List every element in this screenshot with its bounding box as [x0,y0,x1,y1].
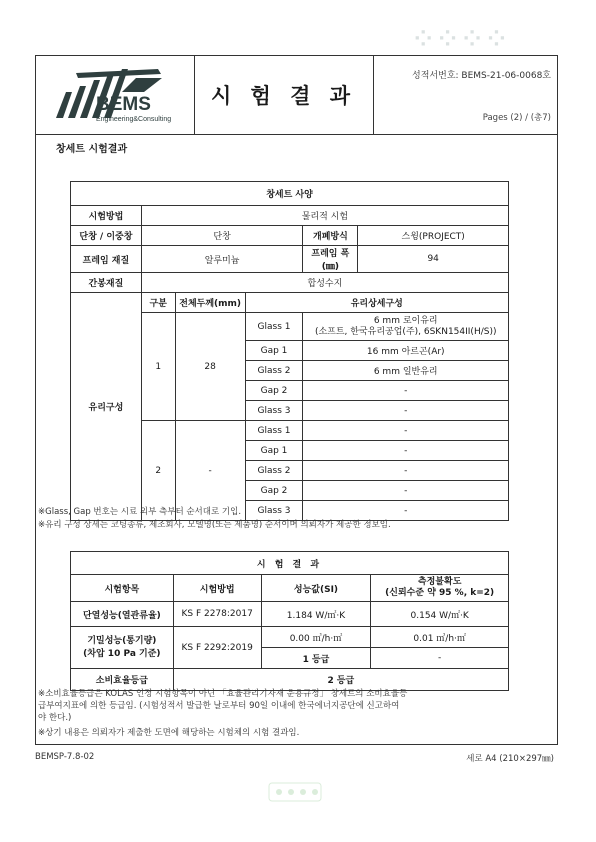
watermark-stamp [265,777,325,807]
unit1-detail: 6 mm 일반유리 [303,361,509,381]
page-title: 시 험 결 과 [194,56,374,134]
page-count: Pages (2) / (총7) [482,113,551,123]
row-airtight-grade: 1 등급 [261,648,371,669]
value-glazing-type: 단창 [141,226,303,246]
seal-stamp [412,18,530,52]
logo-text: BEMS [96,94,151,115]
unit2-detail: - [303,481,509,501]
col-div: 구분 [141,293,175,313]
results-table [70,551,509,691]
row-airtight-item-line2: (차압 10 Pa 기준) [83,648,161,659]
row-thermal-uncertainty: 0.154 W/㎡·K [371,602,509,627]
unit1-detail [303,313,509,341]
value-test-method: 물리적 시험 [141,206,508,226]
unit2-thickness: - [175,421,245,521]
unit1-detail-line2: (소프트, 한국유리공업(주), 6SKN154II(H/S)) [314,326,497,337]
paper-size: 세로 A4 (210×297㎜) [466,754,554,764]
results-note-1: ※소비효율등급은 KOLAS 인정 시험항목이 아닌 「효율관리기자재 운용규정」 창세트의 소비효율등 [38,689,408,699]
label-test-method: 시험방법 [71,206,142,226]
svg-text:⁘⁘⁘⁘: ⁘⁘⁘⁘ [414,27,512,52]
company-logo [36,56,195,134]
results-note-3: 야 한다.) [38,713,72,723]
col-thickness: 전체두께(mm) [175,293,245,313]
col-uncertainty-line2: (신뢰수준 약 95 %, k=2) [385,588,495,598]
unit1-detail-line1: 6 mm 로이유리 [373,315,438,326]
value-frame-width: 94 [358,246,509,273]
row-efficiency-value: 2 등급 [173,669,508,691]
label-opening: 개폐방식 [303,226,358,246]
row-thermal-value: 1.184 W/㎡·K [261,602,371,627]
value-frame-material: 알루미늄 [141,246,303,273]
col-item: 시험항목 [71,575,174,602]
spec-note-2: ※유리 구성 상세는 코팅종류, 제조회사, 모델명(또는 제품명) 순서이며 의뢰자가 제공한 정보임. [38,520,391,530]
row-airtight-grade-uncertainty: - [371,648,509,669]
row-airtight-item [71,627,174,669]
results-note-2: 급부여지표에 의한 등급임. (시험성적서 발급한 날로부터 90일 이내에 한국에너지공단에 신고하여 [38,701,400,711]
logo-subtitle: Engineering&Consulting [96,116,172,123]
unit1-layer: Glass 1 [245,313,303,341]
label-frame-material: 프레임 재질 [71,246,142,273]
row-airtight-value: 0.00 ㎥/h·㎡ [261,627,371,648]
col-detail: 유리상세구성 [245,293,508,313]
unit1-layer: Gap 2 [245,381,303,401]
unit2-detail: - [303,421,509,441]
col-method: 시험방법 [173,575,261,602]
unit1-detail: - [303,381,509,401]
row-airtight-uncertainty: 0.01 ㎥/h·㎡ [371,627,509,648]
spec-caption: 창세트 사양 [71,182,509,206]
unit2-layer: Gap 2 [245,481,303,501]
spec-note-1: ※Glass, Gap 번호는 시료 외부 측부터 순서대로 기입. [38,507,242,517]
label-frame-width: 프레임 폭(㎜) [303,246,358,273]
unit1-no: 1 [141,313,175,421]
value-spacer: 합성수지 [141,273,508,293]
label-glass-config: 유리구성 [71,293,142,521]
unit2-layer: Glass 2 [245,461,303,481]
unit2-detail: - [303,461,509,481]
unit1-layer: Gap 1 [245,341,303,361]
unit1-detail: 16 mm 아르곤(Ar) [303,341,509,361]
col-uncertainty [371,575,509,602]
unit1-detail: - [303,401,509,421]
label-spacer: 간봉재질 [71,273,142,293]
spec-table [70,181,509,521]
col-value: 성능값(SI) [261,575,371,602]
unit2-layer: Gap 1 [245,441,303,461]
document-header [36,56,557,135]
results-note-4: ※상기 내용은 의뢰자가 제출한 도면에 해당하는 시험체의 시험 결과임. [38,728,300,738]
document-number: 성적서번호: BEMS-21-06-0068호 [412,71,551,81]
unit1-layer: Glass 3 [245,401,303,421]
form-code: BEMSP-7.8-02 [35,752,95,762]
unit2-no: 2 [141,421,175,521]
row-airtight-method: KS F 2292:2019 [173,627,261,669]
unit2-detail: - [303,441,509,461]
label-glazing-type: 단창 / 이중창 [71,226,142,246]
row-thermal-item: 단열성능(열관류율) [71,602,174,627]
col-uncertainty-line1: 측정불확도 [417,577,462,587]
value-opening: 스윙(PROJECT) [358,226,509,246]
row-thermal-method: KS F 2278:2017 [173,602,261,627]
row-airtight-item-line1: 기밀성능(통기량) [87,635,157,646]
unit2-layer: Glass 3 [245,501,303,521]
unit2-detail: - [303,501,509,521]
results-caption: 시 험 결 과 [71,552,509,575]
unit1-thickness: 28 [175,313,245,421]
section-title: 창세트 시험결과 [56,144,128,155]
row-efficiency-item: 소비효율등급 [71,669,174,691]
unit1-layer: Glass 2 [245,361,303,381]
unit2-layer: Glass 1 [245,421,303,441]
